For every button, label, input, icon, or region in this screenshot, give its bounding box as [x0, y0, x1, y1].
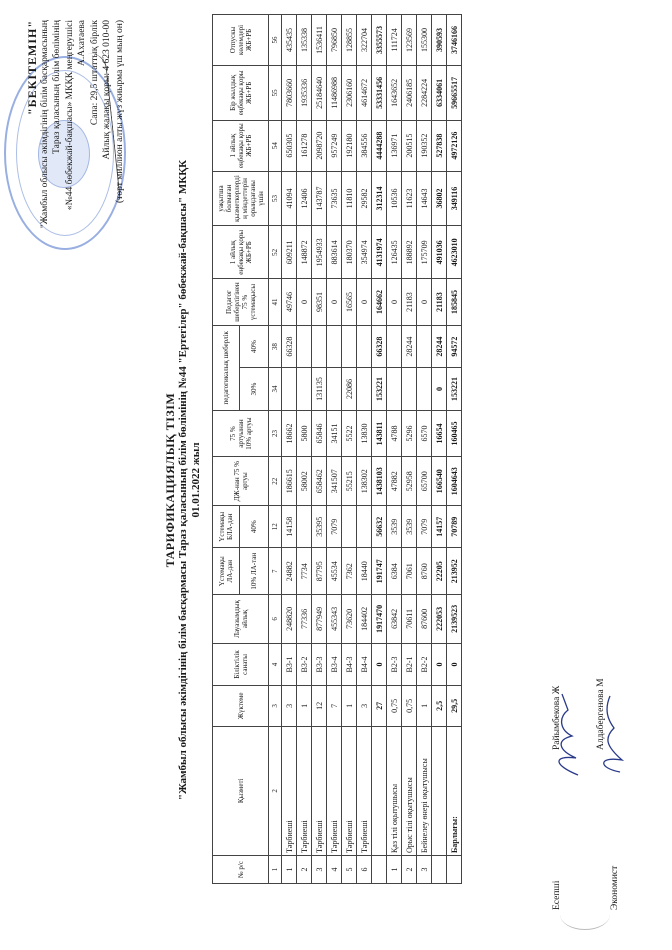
- cell-health: 36802: [432, 171, 447, 226]
- executor-signature: [548, 690, 588, 780]
- cell-month-fund2: 384556: [357, 120, 372, 171]
- cell-salary: 248820: [282, 595, 297, 644]
- cell-vacation: 155300: [417, 15, 432, 66]
- table-row: [372, 15, 387, 884]
- cell-la10: 8760: [417, 548, 432, 595]
- cell-month-fund: 4623010: [447, 226, 462, 279]
- cell-art75: 5522: [342, 410, 357, 457]
- economist-label: Экономист: [610, 865, 620, 910]
- table-row: [432, 15, 447, 884]
- table-row: [327, 15, 342, 884]
- cell-salary: 222053: [432, 595, 447, 644]
- cell-health: 312314: [372, 171, 387, 226]
- cell-ped75: 0: [387, 279, 402, 326]
- table-row: [282, 15, 297, 884]
- column-number: 3: [269, 686, 282, 726]
- cell-year-fund: 2306160: [342, 65, 357, 120]
- col-salary: Лауазымдық айлық: [213, 595, 269, 644]
- col-bla40: 40%: [240, 506, 269, 548]
- cell-vacation: 322704: [357, 15, 372, 66]
- document-subtitle: "Жамбыл облысы әкімдігінің білім басқармасы Тараз қаласының білім бөлімінің №44 "Ертегілер" бөбекжай-бақшасы" МКҚК: [177, 159, 189, 801]
- col-p40: 40%: [240, 325, 269, 367]
- executor-name: Райымбекова Ж: [552, 685, 562, 750]
- cell-position: Тәрбиеші: [282, 726, 297, 855]
- col-health: уақытша болмаған қызметкерлерді ң міндеттерін орындағаны үшін: [213, 171, 269, 226]
- table-row: [342, 15, 357, 884]
- cell-vacation: 123569: [402, 15, 417, 66]
- cell-position: Тәрбиеші: [327, 726, 342, 855]
- cell-vacation: 135338: [297, 15, 312, 66]
- cell-vacation: 796850: [327, 15, 342, 66]
- cell-ped75: 0: [297, 279, 312, 326]
- cell-vacation: 1536411: [312, 15, 327, 66]
- cell-level: 0: [372, 643, 387, 685]
- cell-dzh75: 47882: [387, 457, 402, 506]
- cell-month-fund: 354974: [357, 226, 372, 279]
- cell-p40: 66328: [372, 325, 387, 367]
- cell-position: Орыс тілі оқытушысы: [402, 726, 417, 855]
- cell-year-fund: 11486988: [327, 65, 342, 120]
- cell-art75: 160465: [447, 410, 462, 457]
- cell-month-fund2: 4972126: [447, 120, 462, 171]
- cell-level: 0: [432, 643, 447, 685]
- col-num: № р/с: [213, 856, 269, 884]
- cell-num: 2: [297, 856, 312, 884]
- cell-art75: 18662: [282, 410, 297, 457]
- cell-bla40: 14158: [282, 506, 297, 548]
- cell-salary: 70611: [402, 595, 417, 644]
- cell-month-fund2: 192180: [342, 120, 357, 171]
- cell-art75: 4788: [387, 410, 402, 457]
- cell-vacation: 128855: [342, 15, 357, 66]
- cell-art75: 13830: [357, 410, 372, 457]
- cell-month-fund: 491036: [432, 226, 447, 279]
- tarification-table: [212, 14, 462, 884]
- cell-month-fund: 126435: [387, 226, 402, 279]
- cell-la10: 22205: [432, 548, 447, 595]
- cell-month-fund2: 200515: [402, 120, 417, 171]
- cell-p30: [282, 368, 297, 410]
- cell-salary: 877949: [312, 595, 327, 644]
- cell-la10: 7362: [342, 548, 357, 595]
- cell-stavka: 3: [282, 686, 297, 726]
- cell-level: B3-2: [297, 643, 312, 685]
- cell-la10: 7061: [402, 548, 417, 595]
- cell-month-fund: 148872: [297, 226, 312, 279]
- approval-block: [26, 20, 126, 430]
- cell-stavka: 2,5: [432, 686, 447, 726]
- cell-level: B4-3: [342, 643, 357, 685]
- executor-label: Есепші: [552, 880, 562, 910]
- cell-dzh75: 138302: [357, 457, 372, 506]
- cell-dzh75: 1604643: [447, 457, 462, 506]
- cell-stavka: 1: [297, 686, 312, 726]
- approval-line: (төрт миллион алты жүз жиырма үш мың он): [114, 20, 125, 203]
- cell-level: B4-4: [357, 643, 372, 685]
- cell-level: B2-1: [402, 643, 417, 685]
- cell-health: 143787: [312, 171, 327, 226]
- cell-bla40: 56632: [372, 506, 387, 548]
- cell-la10: 6384: [387, 548, 402, 595]
- cell-dzh75: 341507: [327, 457, 342, 506]
- table-row: [387, 15, 402, 884]
- col-ped75: Педагог шеберлігінен 75 % үстемақысы: [213, 279, 269, 326]
- cell-bla40: [357, 506, 372, 548]
- table-row: [417, 15, 432, 884]
- cell-year-fund: 1935336: [297, 65, 312, 120]
- cell-bla40: 3539: [387, 506, 402, 548]
- cell-la10: 7734: [297, 548, 312, 595]
- column-number: 22: [269, 457, 282, 506]
- cell-art75: 16654: [432, 410, 447, 457]
- cell-bla40: 7079: [327, 506, 342, 548]
- approval-line: «№44 бөбекжай-бақшасы» МКҚК меңгерушісі: [64, 20, 75, 211]
- cell-position: Тәрбиеші: [357, 726, 372, 855]
- cell-p40: [417, 325, 432, 367]
- col-month-fund: 1 айлық еңбекақы қоры ЖБ+РБ: [213, 226, 269, 279]
- cell-salary: 77336: [297, 595, 312, 644]
- cell-dzh75: 58002: [297, 457, 312, 506]
- cell-stavka: 1: [342, 686, 357, 726]
- cell-salary: 2139523: [447, 595, 462, 644]
- cell-bla40: [297, 506, 312, 548]
- cell-stavka: 7: [327, 686, 342, 726]
- col-p30: 30%: [240, 368, 269, 410]
- approval-line: А.Ахатаева: [77, 20, 87, 66]
- cell-art75: 34151: [327, 410, 342, 457]
- cell-num: 3: [417, 856, 432, 884]
- cell-salary: 63842: [387, 595, 402, 644]
- cell-level: B3-4: [327, 643, 342, 685]
- cell-month-fund2: 190352: [417, 120, 432, 171]
- cell-num: 2: [402, 856, 417, 884]
- group-ustemaqy-la: Үстемақы ЛА-дан: [213, 548, 240, 595]
- cell-position: Тәрбиеші: [312, 726, 327, 855]
- column-number: 56: [269, 15, 282, 66]
- cell-level: B3-1: [282, 643, 297, 685]
- cell-salary: 73620: [342, 595, 357, 644]
- cell-bla40: 70789: [447, 506, 462, 548]
- column-number: 7: [269, 548, 282, 595]
- cell-month-fund: 1954933: [312, 226, 327, 279]
- column-number: 53: [269, 171, 282, 226]
- cell-dzh75: 52958: [402, 457, 417, 506]
- column-number: 54: [269, 120, 282, 171]
- cell-month-fund2: 2098720: [312, 120, 327, 171]
- cell-salary: 184402: [357, 595, 372, 644]
- column-number: 2: [269, 726, 282, 855]
- cell-stavka: 27: [372, 686, 387, 726]
- cell-p40: 28244: [402, 325, 417, 367]
- cell-vacation: 390593: [432, 15, 447, 66]
- cell-month-fund: 188892: [402, 226, 417, 279]
- punch-hole-mark: [560, 899, 610, 930]
- column-number: 23: [269, 410, 282, 457]
- cell-bla40: 3539: [402, 506, 417, 548]
- cell-num: 1: [282, 856, 297, 884]
- cell-num: [447, 856, 462, 884]
- cell-month-fund: 180370: [342, 226, 357, 279]
- cell-num: 1: [387, 856, 402, 884]
- column-number: 12: [269, 506, 282, 548]
- col-year-fund: Бір жылдық еңбекақы қоры ЖБ+РБ: [213, 65, 269, 120]
- cell-dzh75: 1438103: [372, 457, 387, 506]
- cell-vacation: 435435: [282, 15, 297, 66]
- cell-dzh75: 65700: [417, 457, 432, 506]
- table-body: [282, 15, 462, 884]
- cell-month-fund2: 136971: [387, 120, 402, 171]
- document-date: 01.01.2022 жыл: [190, 442, 202, 518]
- cell-dzh75: 55215: [342, 457, 357, 506]
- cell-ped75: 0: [327, 279, 342, 326]
- cell-month-fund2: 4444288: [372, 120, 387, 171]
- cell-ped75: 0: [357, 279, 372, 326]
- cell-month-fund2: 527838: [432, 120, 447, 171]
- cell-num: [432, 856, 447, 884]
- cell-ped75: 0: [417, 279, 432, 326]
- cell-position: Тәрбиеші: [297, 726, 312, 855]
- cell-health: 12406: [297, 171, 312, 226]
- cell-p40: [327, 325, 342, 367]
- cell-health: 349116: [447, 171, 462, 226]
- cell-la10: 18440: [357, 548, 372, 595]
- col-level: Біліктілік санаты: [213, 643, 269, 685]
- cell-stavka: 0,75: [387, 686, 402, 726]
- cell-vacation: 111724: [387, 15, 402, 66]
- approval-title: "БЕКІТЕМІН": [25, 20, 39, 115]
- col-position: Қызметі: [213, 726, 269, 855]
- cell-p40: 66328: [282, 325, 297, 367]
- group-ustemaqy-bla: Үстемақы БЛА-дан: [213, 506, 240, 548]
- cell-p40: [357, 325, 372, 367]
- col-vacation: Отпускы көлемдері ЖБ+РБ: [213, 15, 269, 66]
- cell-stavka: 1: [417, 686, 432, 726]
- cell-p30: 22086: [342, 368, 357, 410]
- approval-line: Айлық жалақы қоры: 4 623 010-00: [102, 20, 112, 160]
- cell-p30: [417, 368, 432, 410]
- cell-health: 10536: [387, 171, 402, 226]
- cell-stavka: 3: [357, 686, 372, 726]
- cell-p40: 28244: [432, 325, 447, 367]
- cell-year-fund: 2406185: [402, 65, 417, 120]
- cell-salary: 455343: [327, 595, 342, 644]
- cell-num: 5: [342, 856, 357, 884]
- document-title-block: [164, 130, 203, 830]
- economist-name: Алдабергенова М: [596, 678, 606, 750]
- col-art75: 75 % артуынан 10% артуы: [213, 410, 269, 457]
- cell-ped75: 49746: [282, 279, 297, 326]
- column-number: 1: [269, 856, 282, 884]
- column-number: 55: [269, 65, 282, 120]
- cell-health: 73635: [327, 171, 342, 226]
- cell-num: 3: [312, 856, 327, 884]
- cell-stavka: 29,5: [447, 686, 462, 726]
- cell-num: 6: [357, 856, 372, 884]
- cell-salary: 1917470: [372, 595, 387, 644]
- cell-position: Қаз тілі оқытушысы: [387, 726, 402, 855]
- cell-art75: 6570: [417, 410, 432, 457]
- cell-month-fund: 175709: [417, 226, 432, 279]
- cell-la10: 191747: [372, 548, 387, 595]
- cell-la10: 87795: [312, 548, 327, 595]
- economist-signature: [592, 690, 632, 780]
- cell-position: Тәрбиеші: [342, 726, 357, 855]
- cell-month-fund: 609211: [282, 226, 297, 279]
- cell-month-fund: 4131974: [372, 226, 387, 279]
- cell-health: 41094: [282, 171, 297, 226]
- cell-year-fund: 59665517: [447, 65, 462, 120]
- col-stavka: Жүктеме: [213, 686, 269, 726]
- cell-position: Барлығы:: [447, 726, 462, 855]
- cell-stavka: 0,75: [402, 686, 417, 726]
- column-number: 38: [269, 325, 282, 367]
- cell-p30: 153221: [447, 368, 462, 410]
- document-title: ТАРИФИКАЦИЯЛЫҚ ТІЗІМ: [163, 392, 177, 568]
- cell-position: [432, 726, 447, 855]
- cell-p40: [312, 325, 327, 367]
- table-header-row: [213, 15, 240, 884]
- column-number: 41: [269, 279, 282, 326]
- cell-p40: 94572: [447, 325, 462, 367]
- cell-year-fund: 53331456: [372, 65, 387, 120]
- cell-art75: 65846: [312, 410, 327, 457]
- table-row: [447, 15, 462, 884]
- cell-num: 4: [327, 856, 342, 884]
- approval-line: Тараз қаласының білім бөлімінің: [52, 20, 62, 154]
- cell-month-fund2: 957249: [327, 120, 342, 171]
- table-row: [312, 15, 327, 884]
- cell-health: 29582: [357, 171, 372, 226]
- cell-health: 11810: [342, 171, 357, 226]
- cell-num: [372, 856, 387, 884]
- cell-la10: 45534: [327, 548, 342, 595]
- cell-bla40: 14157: [432, 506, 447, 548]
- cell-month-fund2: 650305: [282, 120, 297, 171]
- cell-ped75: 21183: [432, 279, 447, 326]
- approval-line: Сапа: 29,5 штаттық бірлік: [89, 20, 100, 126]
- cell-la10: 213952: [447, 548, 462, 595]
- cell-dzh75: 658462: [312, 457, 327, 506]
- cell-ped75: 185845: [447, 279, 462, 326]
- cell-dzh75: 186615: [282, 457, 297, 506]
- cell-position: [372, 726, 387, 855]
- cell-year-fund: 2284224: [417, 65, 432, 120]
- cell-month-fund: 883614: [327, 226, 342, 279]
- cell-level: B2-2: [417, 643, 432, 685]
- column-number: 6: [269, 595, 282, 644]
- cell-p30: [357, 368, 372, 410]
- cell-p40: [387, 325, 402, 367]
- col-month-fund2: 1 айлық еңбекақы қоры ЖБ+РБ: [213, 120, 269, 171]
- cell-level: 0: [447, 643, 462, 685]
- cell-p40: [297, 325, 312, 367]
- cell-health: 11623: [402, 171, 417, 226]
- cell-p30: 153221: [372, 368, 387, 410]
- cell-year-fund: 7803660: [282, 65, 297, 120]
- column-number: 4: [269, 643, 282, 685]
- cell-ped75: 21183: [402, 279, 417, 326]
- cell-p30: 0: [432, 368, 447, 410]
- cell-level: B3-3: [312, 643, 327, 685]
- cell-art75: 5800: [297, 410, 312, 457]
- cell-year-fund: 25184640: [312, 65, 327, 120]
- cell-la10: 24882: [282, 548, 297, 595]
- approval-line: "Жамбыл облысы әкімдігінің білім басқармасының: [39, 20, 50, 229]
- table-row: [297, 15, 312, 884]
- cell-stavka: 12: [312, 686, 327, 726]
- cell-vacation: 3355573: [372, 15, 387, 66]
- cell-p40: [342, 325, 357, 367]
- column-number: 34: [269, 368, 282, 410]
- cell-bla40: 35395: [312, 506, 327, 548]
- cell-dzh75: 166540: [432, 457, 447, 506]
- cell-level: B2-3: [387, 643, 402, 685]
- cell-ped75: 98351: [312, 279, 327, 326]
- group-ped-sheberlik: педагогикалық шеберлік: [213, 325, 240, 410]
- cell-p30: [402, 368, 417, 410]
- cell-art75: 5296: [402, 410, 417, 457]
- column-number: 52: [269, 226, 282, 279]
- cell-p30: [387, 368, 402, 410]
- cell-p30: 131135: [312, 368, 327, 410]
- cell-bla40: [342, 506, 357, 548]
- table-row: [402, 15, 417, 884]
- cell-health: 14643: [417, 171, 432, 226]
- col-dzh75: ДЖ-нан 75 % артуы: [213, 457, 269, 506]
- cell-ped75: 164662: [372, 279, 387, 326]
- cell-p30: [297, 368, 312, 410]
- cell-bla40: 7079: [417, 506, 432, 548]
- cell-art75: 143811: [372, 410, 387, 457]
- cell-salary: 87600: [417, 595, 432, 644]
- cell-year-fund: 4614672: [357, 65, 372, 120]
- table-row: [357, 15, 372, 884]
- column-number-row: [269, 15, 282, 884]
- cell-year-fund: 1643652: [387, 65, 402, 120]
- cell-ped75: 16565: [342, 279, 357, 326]
- cell-year-fund: 6334061: [432, 65, 447, 120]
- col-la10: 10% ЛА-тан: [240, 548, 269, 595]
- cell-month-fund2: 161278: [297, 120, 312, 171]
- cell-vacation: 3746166: [447, 15, 462, 66]
- cell-p30: [327, 368, 342, 410]
- cell-position: Бейнелеу өнері оқытушысы: [417, 726, 432, 855]
